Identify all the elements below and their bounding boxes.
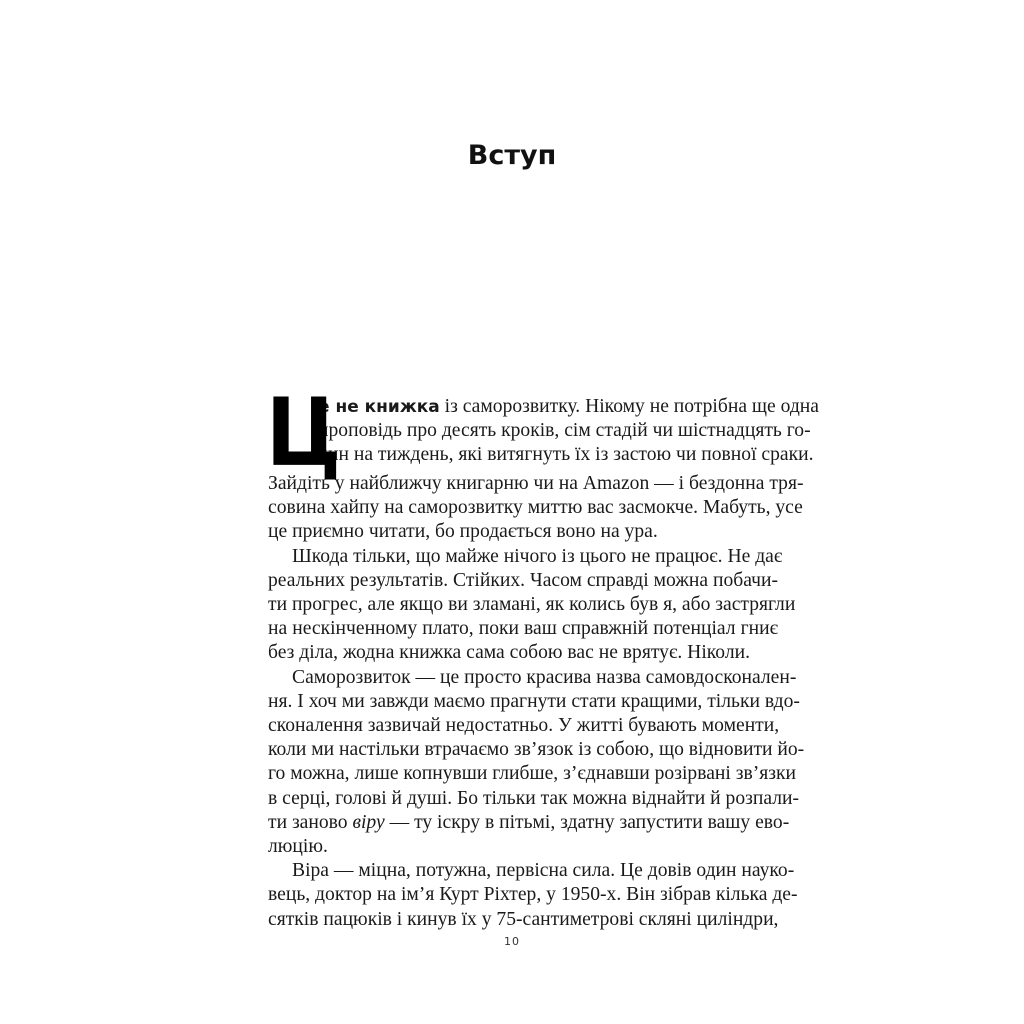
text-line: е не книжка із саморозвитку. Нікому не потрібна ще одна	[318, 396, 819, 417]
text-line: вець, доктор на ім’я Курт Ріхтер, у 1950-х. Він зібрав кілька де-	[268, 884, 798, 906]
text-line: сконалення зазвичай недостатньо. У житті бувають моменти,	[268, 715, 780, 737]
text-line: на нескінченному плато, поки ваш справжній потенціал гниє	[268, 618, 778, 640]
text-line: ти заново віру — ту іскру в пітьмі, здатну запустити вашу ево-	[268, 811, 790, 833]
text-line: Віра — міцна, потужна, первісна сила. Це довів один науко-	[292, 860, 795, 882]
text-line: дин на тиждень, які витягнуть їх із застою чи повної сраки.	[318, 444, 814, 466]
text-line: го можна, лише копнувши глибше, з’єднавши розірвані зв’язки	[268, 763, 796, 785]
paragraph-3	[268, 666, 805, 860]
text-line: ня. І хоч ми завжди маємо прагнути стати кращими, тільки вдо-	[268, 690, 800, 712]
text-line: сятків пацюків і кинув їх у 75-сантиметрові скляні циліндри,	[268, 908, 779, 930]
text-line: це приємно читати, бо продається воно на ура.	[268, 521, 658, 543]
text-line: реальних результатів. Стійких. Часом справді можна побачи-	[268, 569, 778, 591]
chapter-title: Вступ	[467, 140, 557, 171]
text-line: люцію.	[268, 836, 328, 858]
text-line: совина хайпу на саморозвитку миттю вас засмокче. Мабуть, усе	[268, 497, 803, 519]
paragraph-1	[266, 379, 819, 545]
emphasis-word: віру	[352, 811, 385, 833]
lead-in-bold: е не книжка	[318, 397, 440, 417]
text-line: без діла, жодна книжка сама собою вас не врятує. Ніколи.	[268, 642, 750, 664]
text-line: Саморозвиток — це просто красива назва самовдосконален-	[292, 666, 797, 688]
drop-cap: Ц	[266, 379, 342, 488]
text-line: Шкода тільки, що майже нічого із цього не працює. Не дає	[292, 545, 783, 567]
paragraph-4	[268, 859, 798, 932]
text-line: Зайдіть у найближчу книгарню чи на Amazon — і бездонна тря-	[268, 473, 804, 494]
page-number: 10	[504, 935, 520, 948]
text-line: коли ми настільки втрачаємо зв’язок із собою, що відновити йо-	[268, 739, 805, 761]
paragraph-2	[268, 545, 796, 666]
body-text	[266, 379, 819, 932]
text-line: проповідь про десять кроків, сім стадій чи шістнадцять го-	[318, 420, 811, 442]
text-line: в серці, голові й душі. Бо тільки так можна віднайти й розпали-	[268, 787, 799, 809]
text-line: ти прогрес, але якщо ви зламані, як колись був я, або застрягли	[268, 594, 796, 616]
